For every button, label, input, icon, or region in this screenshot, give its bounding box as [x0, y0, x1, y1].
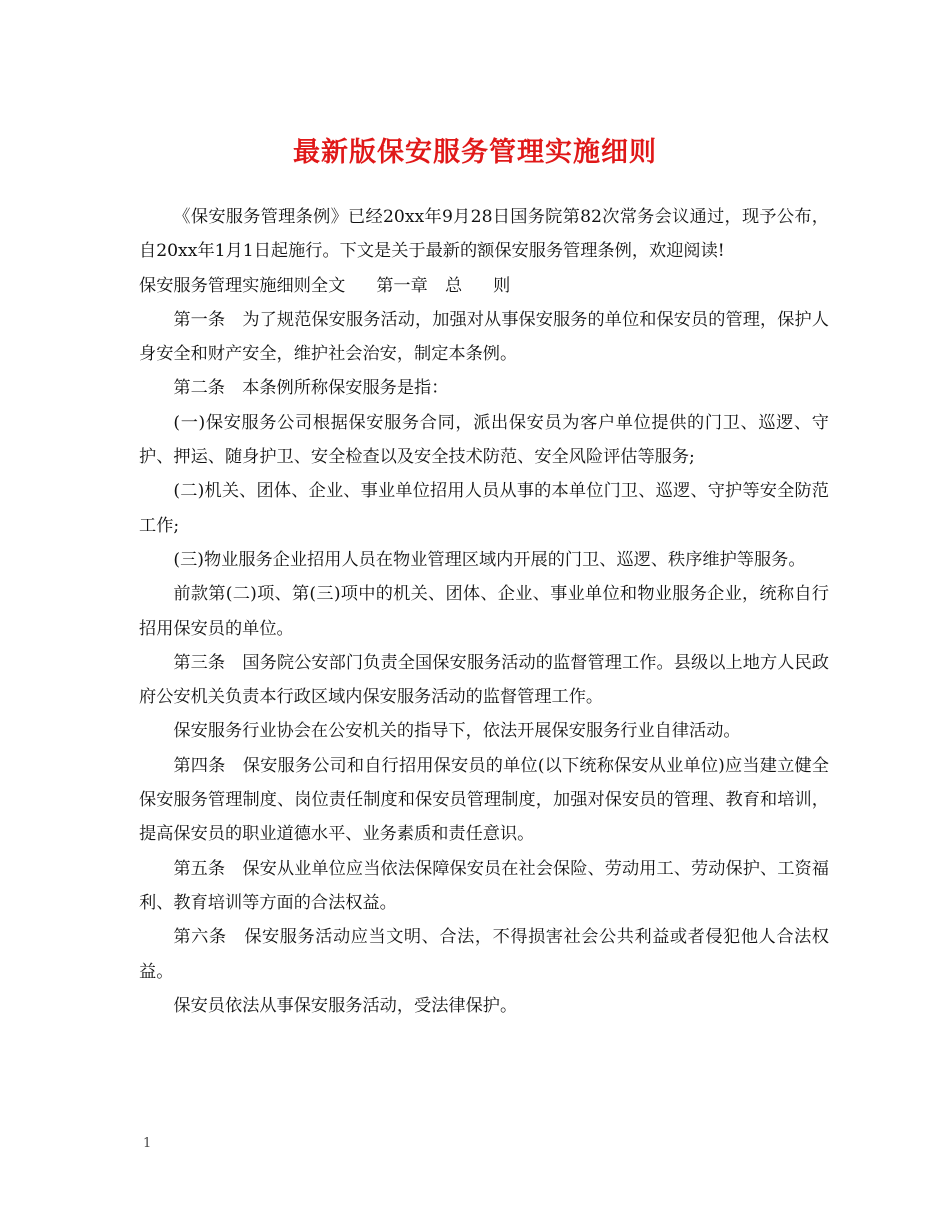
- article-2-item-2: (二)机关、团体、企业、事业单位招用人员从事的本单位门卫、巡逻、守护等安全防范工作;: [139, 481, 829, 536]
- paragraph-intro: 《保安服务管理条例》已经20xx年9月28日国务院第82次常务会议通过，现予公布，自20xx年1月1日起施行。下文是关于最新的额保安服务管理条例，欢迎阅读!: [139, 207, 829, 262]
- article-2-item-1: (一)保安服务公司根据保安服务合同，派出保安员为客户单位提供的门卫、巡逻、守护、押运、随身护卫、安全检查以及安全技术防范、安全风险评估等服务;: [139, 412, 829, 468]
- article-2-item-3: (三)物业服务企业招用人员在物业管理区域内开展的门卫、巡逻、秩序维护等服务。: [173, 549, 806, 570]
- article-2: 第二条 本条例所称保安服务是指：: [173, 378, 449, 399]
- heading-title: 保安服务管理实施细则全文: [139, 275, 346, 296]
- article-6-note: 保安员依法从事保安服务活动，受法律保护。: [173, 995, 518, 1016]
- page-number: 1: [143, 1136, 152, 1151]
- article-3-note: 保安服务行业协会在公安机关的指导下，依法开展保安服务行业自律活动。: [173, 721, 741, 742]
- chapter-name-part-1: 总: [444, 275, 463, 296]
- article-3: 第三条 国务院公安部门负责全国保安服务活动的监督管理工作。县级以上地方人民政府公安机关负责本行政区域内保安服务活动的监督管理工作。: [139, 652, 829, 708]
- article-2-note: 前款第(二)项、第(三)项中的机关、团体、企业、事业单位和物业服务企业，统称自行招用保安员的单位。: [139, 584, 829, 639]
- chapter-number: 第一章: [376, 275, 428, 296]
- article-6: 第六条 保安服务活动应当文明、合法，不得损害社会公共利益或者侵犯他人合法权益。: [139, 927, 829, 982]
- document-title: 最新版保安服务管理实施细则: [293, 137, 657, 168]
- chapter-name-part-2: 则: [493, 275, 511, 296]
- article-4: 第四条 保安服务公司和自行招用保安员的单位(以下统称保安从业单位)应当建立健全保安服务管理制度、岗位责任制度和保安员管理制度，加强对保安员的管理、教育和培训，提高保安员的职业道德水平、业务素质和责任意识。: [139, 755, 829, 845]
- document-body: [139, 200, 829, 1023]
- chapter-heading-line: [139, 269, 829, 303]
- article-1: 第一条 为了规范保安服务活动，加强对从事保安服务的单位和保安员的管理，保护人身安全和财产安全，维护社会治安，制定本条例。: [139, 309, 829, 365]
- article-5: 第五条 保安从业单位应当依法保障保安员在社会保险、劳动用工、劳动保护、工资福利、教育培训等方面的合法权益。: [139, 858, 829, 913]
